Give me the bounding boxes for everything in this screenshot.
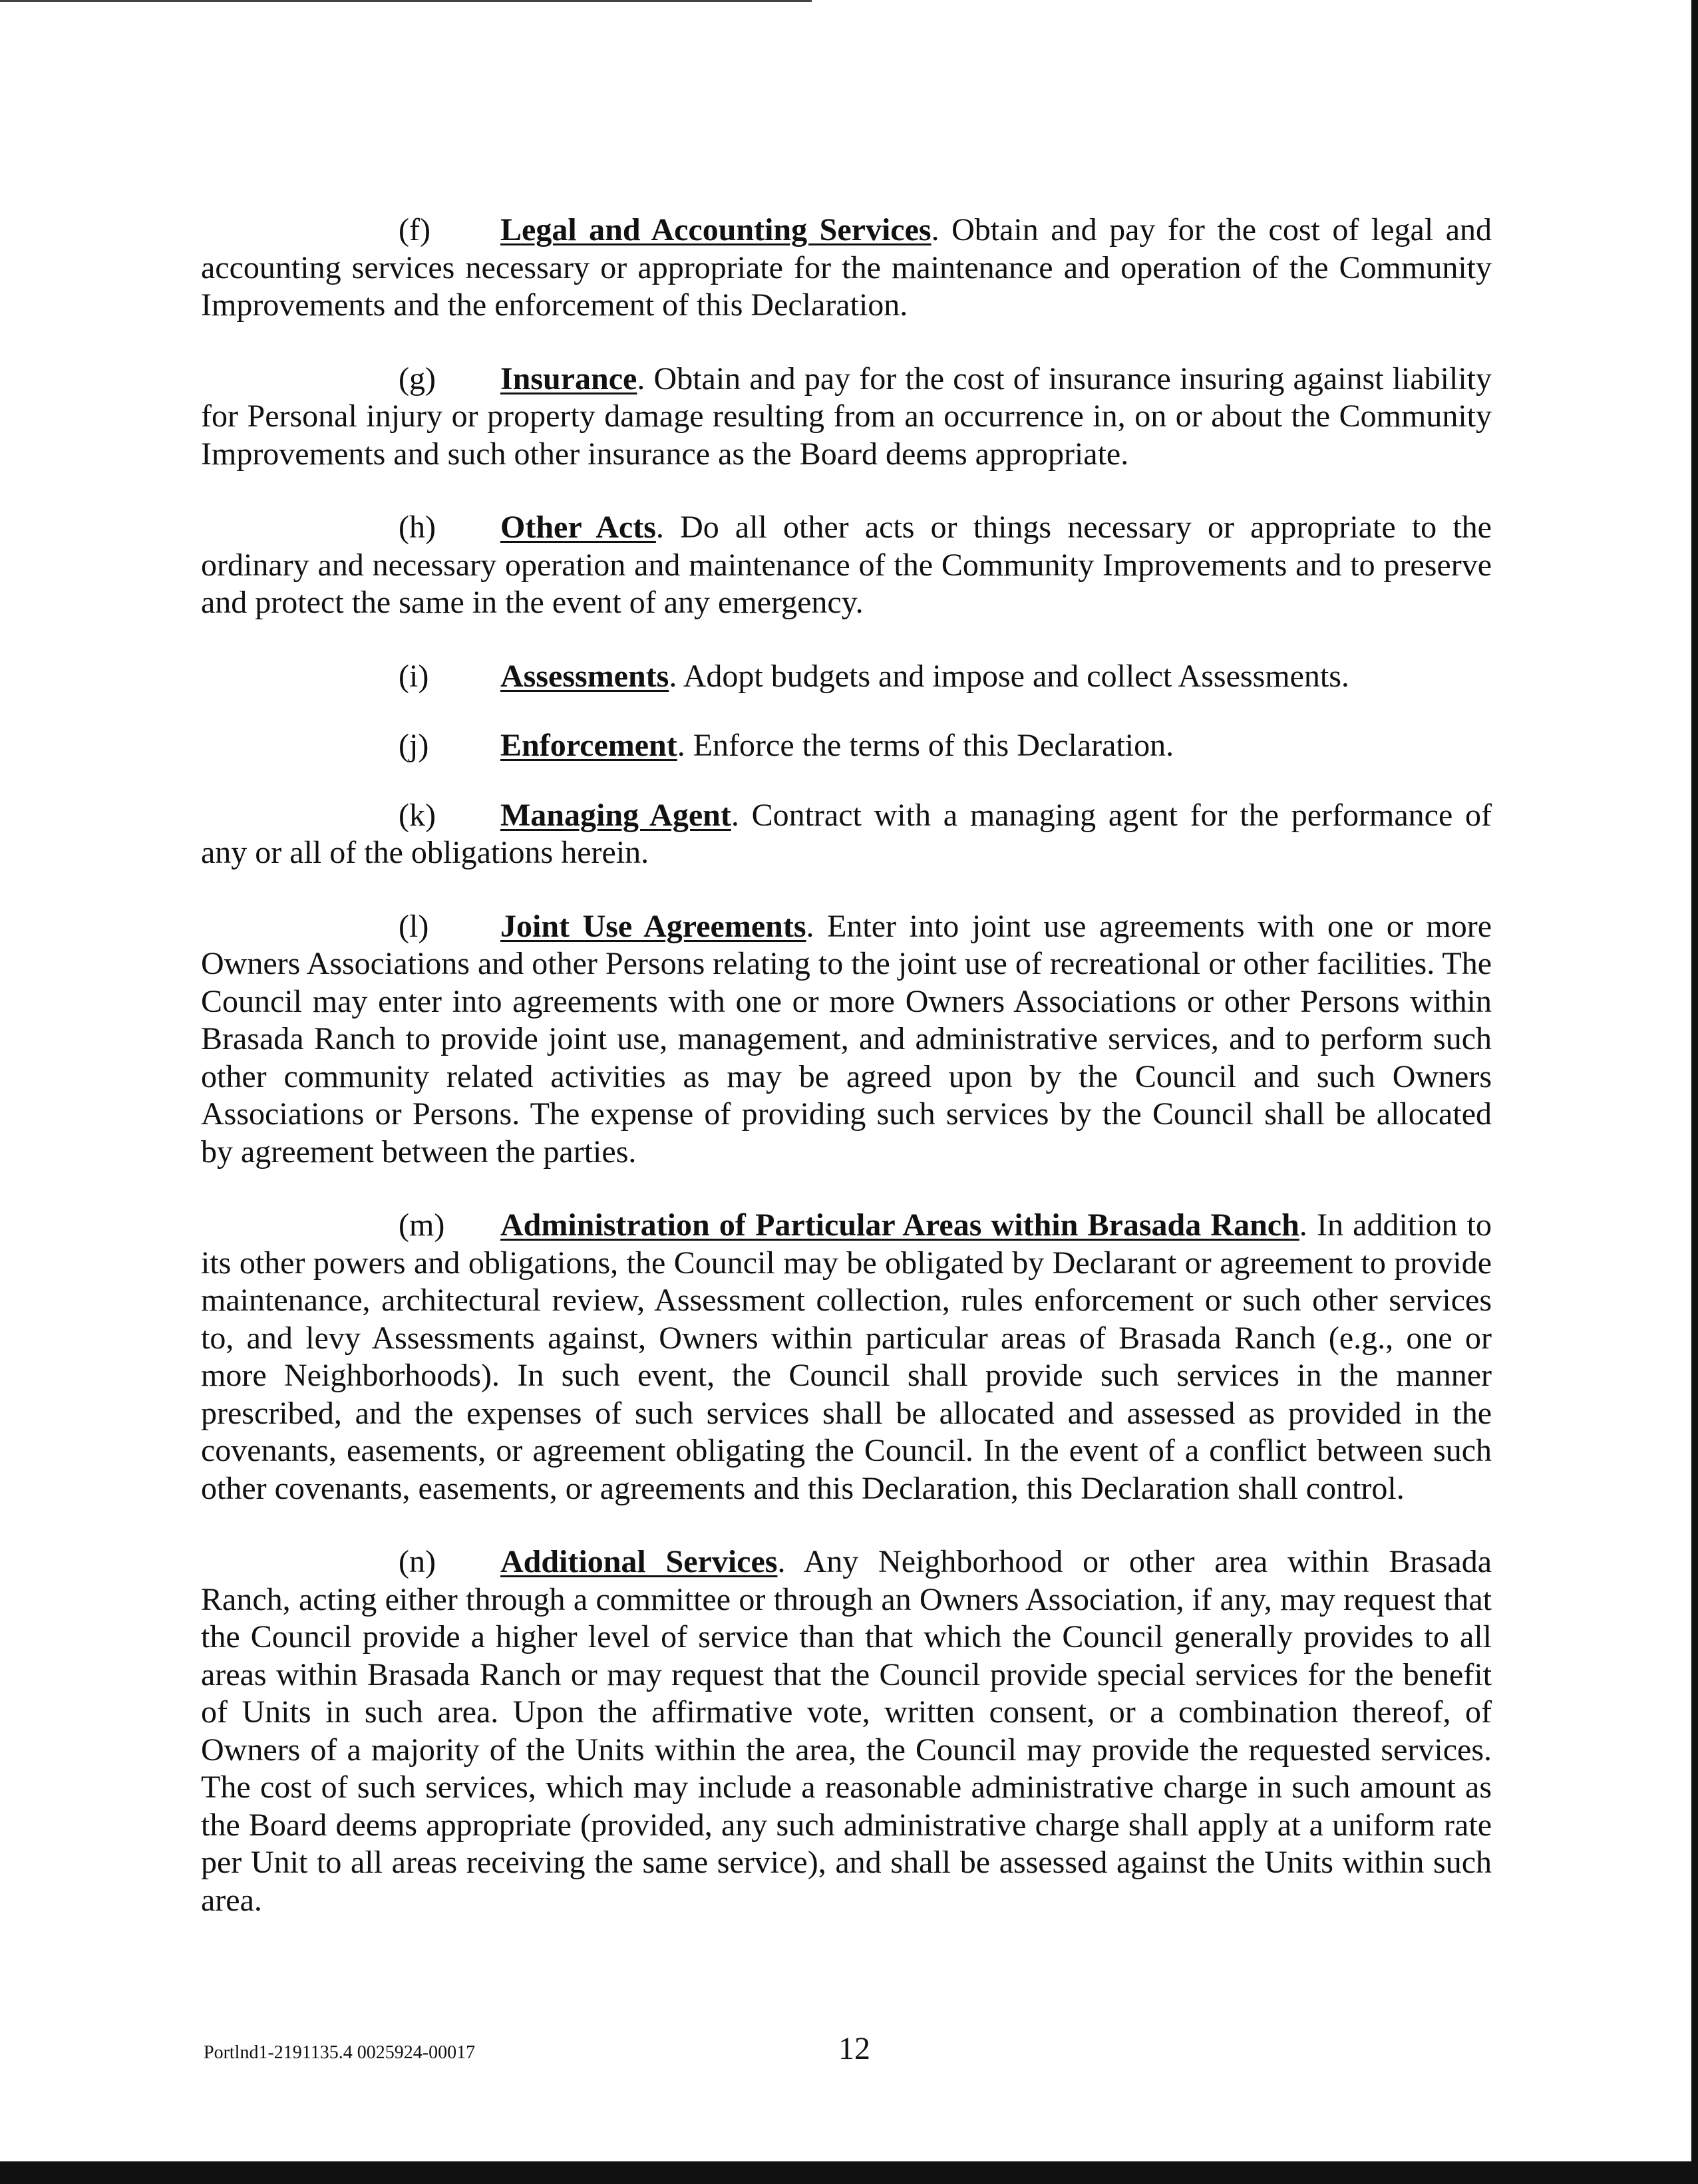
- paragraph-i: [201, 658, 1492, 696]
- paragraph-heading: Joint Use Agreements: [500, 908, 806, 944]
- page-number: 12: [838, 2031, 870, 2066]
- paragraph-label: (j): [399, 728, 429, 763]
- paragraph-text: . Obtain and pay for the cost of legal and accounting services necessary or appropriate for the maintenance and operation of the Community Improvements and the enforcement of this Declaration.: [201, 212, 1492, 323]
- paragraph-l: [201, 908, 1492, 1171]
- paragraph-label: (n): [399, 1544, 436, 1579]
- paragraph-f: [201, 212, 1492, 325]
- paragraph-heading: Administration of Particular Areas within Brasada Ranch: [500, 1207, 1299, 1243]
- paragraph-heading: Enforcement: [500, 728, 677, 763]
- paragraph-text: . Any Neighborhood or other area within Brasada Ranch, acting either through a committee or through an Owners Association, if any, may request that the Council provide a higher level of service than that which the Council generally provides to all areas within Brasada Ranch or may request that the Council provide special services for the benefit of Units in such area. Upon the affirmative vote, written consent, or a combination thereof, of Owners of a majority of the Units within the area, the Council may provide the requested services. The cost of such services, which may include a reasonable administrative charge in such amount as the Board deems appropriate (provided, any such administrative charge shall apply at a uniform rate per Unit to all areas receiving the same service), and shall be assessed against the Units within such area.: [201, 1544, 1492, 1918]
- paragraph-label: (f): [399, 212, 430, 247]
- paragraph-n: [201, 1543, 1492, 1919]
- scan-edge-top: [0, 0, 812, 2]
- paragraph-text: . Contract with a managing agent for the performance of any or all of the obligations herein.: [201, 797, 1492, 870]
- paragraph-text: . In addition to its other powers and obligations, the Council may be obligated by Declarant or agreement to provide maintenance, architectural review, Assessment collection, rules enforcement or such other services to, and levy Assessments against, Owners within particular areas of Brasada Ranch (e.g., one or more Neighborhoods). In such event, the Council shall provide such services in the manner prescribed, and the expenses of such services shall be allocated and assessed as provided in the covenants, easements, or agreement obligating the Council. In the event of a conflict between such other covenants, easements, or agreements and this Declaration, this Declaration shall control.: [201, 1207, 1492, 1506]
- paragraph-j: [201, 727, 1492, 765]
- paragraph-text: . Do all other acts or things necessary or appropriate to the ordinary and necessary operation and maintenance of the Community Improvements and to preserve and protect the same in the event of any emergency.: [201, 510, 1492, 620]
- paragraph-m: [201, 1207, 1492, 1507]
- paragraph-heading: Insurance: [500, 361, 637, 396]
- paragraph-label: (k): [399, 797, 436, 833]
- paragraph-label: (m): [399, 1207, 445, 1243]
- scan-edge-bottom: [0, 2161, 1698, 2184]
- paragraph-heading: Additional Services: [500, 1544, 778, 1579]
- paragraph-text: . Enter into joint use agreements with one or more Owners Associations and other Persons relating to the joint use of recreational or other facilities. The Council may enter into agreements with one or more Owners Associations or other Persons within Brasada Ranch to provide joint use, management, and administrative services, and to perform such other community related activities as may be agreed upon by the Council and such Owners Associations or Persons. The expense of providing such services by the Council shall be allocated by agreement between the parties.: [201, 908, 1492, 1170]
- paragraph-h: [201, 509, 1492, 622]
- footer-document-id: Portlnd1-2191135.4 0025924-00017: [204, 2042, 476, 2063]
- paragraph-label: (i): [399, 658, 429, 694]
- paragraph-text: . Obtain and pay for the cost of insurance insuring against liability for Personal injury or property damage resulting from an occurrence in, on or about the Community Improvements and such other insurance as the Board deems appropriate.: [201, 361, 1492, 472]
- paragraph-text: . Adopt budgets and impose and collect Assessments.: [669, 658, 1349, 694]
- body-text: [201, 212, 1492, 1955]
- paragraph-text: . Enforce the terms of this Declaration.: [677, 728, 1174, 763]
- paragraph-heading: Other Acts: [500, 510, 656, 545]
- paragraph-label: (l): [399, 908, 429, 944]
- scan-edge-right: [1691, 0, 1698, 2184]
- paragraph-heading: Legal and Accounting Services: [500, 212, 932, 247]
- paragraph-label: (g): [399, 361, 436, 396]
- paragraph-g: [201, 361, 1492, 474]
- paragraph-heading: Managing Agent: [500, 797, 731, 833]
- paragraph-heading: Assessments: [500, 658, 669, 694]
- paragraph-label: (h): [399, 510, 436, 545]
- paragraph-k: [201, 797, 1492, 872]
